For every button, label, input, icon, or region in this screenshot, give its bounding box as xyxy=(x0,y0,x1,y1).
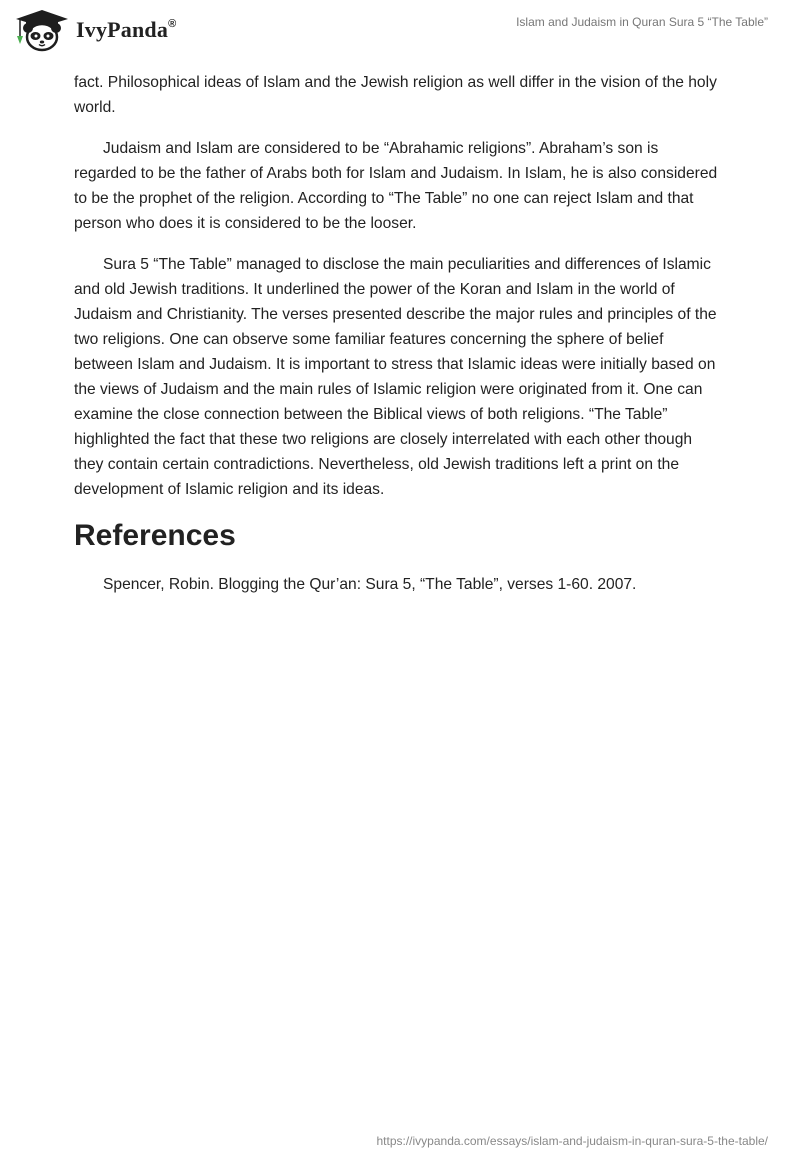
references-heading: References xyxy=(74,519,236,552)
paragraph: Judaism and Islam are considered to be “Abrahamic religions”. Abraham’s son is regarded to be the father of Arabs both for Islam and Judaism. In Islam, he is also considered to be the prophet of the religion. According to “The Table” no one can reject Islam and that person who does it is considered to be the looser. xyxy=(74,140,718,232)
essay-body xyxy=(74,70,724,613)
brand-name: IvyPanda® xyxy=(76,17,177,42)
paragraph: fact. Philosophical ideas of Islam and the Jewish religion as well differ in the vision of the holy world. xyxy=(74,74,717,116)
registered-mark: ® xyxy=(168,18,177,30)
paragraph: Sura 5 “The Table” managed to disclose the main peculiarities and differences of Islamic and old Jewish traditions. It underlined the power of the Koran and Islam in the world of Judaism and Christianity. The verses presented describe the major rules and principles of the two religions. One can observe some familiar features concerning the sphere of belief between Islam and Judaism. It is important to stress that Islamic ideas were initially based on the views of Judaism and the main rules of Islamic religion were originated from it. One can examine the close connection between the Biblical views of both religions. “The Table” highlighted the fact that these two religions are closely interrelated with each other though they contain certain contradictions. Nevertheless, old Jewish traditions left a print on the development of Islamic religion and its ideas. xyxy=(74,256,717,498)
ivypanda-logo[interactable] xyxy=(14,8,176,52)
panda-graduate-icon xyxy=(14,8,70,52)
page-header xyxy=(0,0,800,62)
source-url[interactable]: https://ivypanda.com/essays/islam-and-judaism-in-quran-sura-5-the-table/ xyxy=(376,1134,768,1148)
reference-entry: Spencer, Robin. Blogging the Qur’an: Sura 5, “The Table”, verses 1-60. 2007. xyxy=(103,576,637,593)
document-title: Islam and Judaism in Quran Sura 5 “The Table” xyxy=(516,15,768,29)
